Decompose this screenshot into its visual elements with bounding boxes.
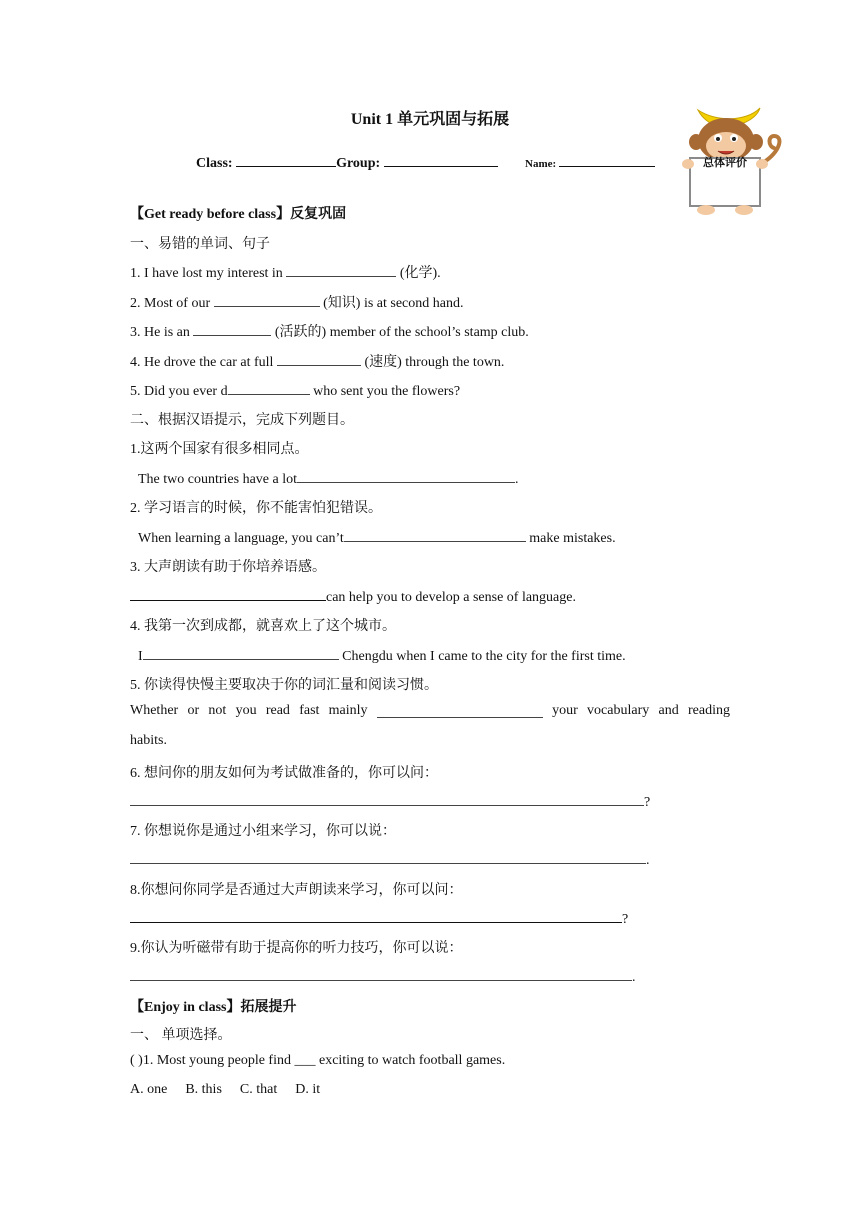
q5-english-line1: Whether or not you read fast mainly your vocabulary and reading	[130, 703, 730, 718]
badge-text: 总体评价	[703, 156, 747, 169]
part2-title: 二、根据汉语提示，完成下列题目。	[130, 413, 354, 428]
q6-blank[interactable]	[130, 791, 644, 806]
q5-english-line2: habits.	[130, 733, 167, 748]
group-blank[interactable]	[384, 152, 498, 167]
section-heading-get-ready: 【Get ready before class】反复巩固	[130, 207, 347, 222]
mc-question-1: ( )1. Most young people find ___ exciting to watch football games.	[130, 1053, 506, 1068]
q1-english: The two countries have a lot .	[138, 468, 519, 488]
item-2-blank[interactable]	[214, 292, 320, 307]
q6-answer: ?	[130, 791, 650, 811]
class-field	[196, 152, 498, 172]
part1-title: 一、易错的单词、句子	[130, 237, 270, 252]
q3-english: can help you to develop a sense of language.	[130, 586, 576, 606]
q7-chinese: 7. 你想说你是通过小组来学习，你可以说：	[130, 824, 396, 839]
q4-blank[interactable]	[143, 645, 339, 660]
section2-part1-title: 一、 单项选择。	[130, 1028, 232, 1043]
option-b[interactable]: B. this	[185, 1082, 222, 1097]
q9-answer: .	[130, 966, 636, 986]
class-blank[interactable]	[236, 152, 336, 167]
name-blank[interactable]	[559, 155, 655, 167]
q3-blank[interactable]	[130, 586, 326, 601]
name-label: Name:	[525, 158, 557, 170]
q7-answer: .	[130, 849, 650, 869]
option-c[interactable]: C. that	[239, 1082, 278, 1097]
q9-chinese: 9.你认为听磁带有助于提高你的听力技巧，你可以说：	[130, 941, 463, 956]
class-label: Class:	[196, 156, 233, 171]
q8-chinese: 8.你想问你同学是否通过大声朗读来学习，你可以问：	[130, 883, 463, 898]
item-1: 1. I have lost my interest in (化学).	[130, 262, 441, 282]
name-field	[525, 155, 655, 170]
q4-english: I Chengdu when I came to the city for the first time.	[138, 645, 626, 665]
group-label: Group:	[336, 156, 381, 171]
page-title: Unit 1 单元巩固与拓展	[350, 111, 510, 128]
q5-chinese: 5. 你读得快慢主要取决于你的词汇量和阅读习惯。	[130, 678, 438, 693]
q2-chinese: 2. 学习语言的时候，你不能害怕犯错误。	[130, 501, 382, 516]
q7-blank[interactable]	[130, 849, 646, 864]
q2-english: When learning a language, you can’t make mistakes.	[138, 527, 616, 547]
item-5-blank[interactable]	[228, 380, 310, 395]
q6-chinese: 6. 想问你的朋友如何为考试做准备的，你可以问：	[130, 766, 438, 781]
q4-chinese: 4. 我第一次到成都，就喜欢上了这个城市。	[130, 619, 396, 634]
q8-blank[interactable]	[130, 908, 622, 923]
q1-blank[interactable]	[297, 468, 515, 483]
section-heading-enjoy: 【Enjoy in class】拓展提升	[130, 1000, 297, 1015]
q3-chinese: 3. 大声朗读有助于你培养语感。	[130, 560, 326, 575]
item-4-blank[interactable]	[277, 351, 361, 366]
item-2: 2. Most of our (知识) is at second hand.	[130, 292, 463, 312]
q9-blank[interactable]	[130, 966, 632, 981]
item-1-blank[interactable]	[286, 262, 396, 277]
q8-answer: ?	[130, 908, 628, 928]
mc-options	[130, 1082, 320, 1098]
item-3-blank[interactable]	[193, 321, 271, 336]
item-4: 4. He drove the car at full (速度) through the town.	[130, 351, 504, 371]
item-5: 5. Did you ever d who sent you the flowers?	[130, 380, 460, 400]
item-3: 3. He is an (活跃的) member of the school’s stamp club.	[130, 321, 529, 341]
q5-blank[interactable]	[377, 703, 543, 718]
option-d[interactable]: D. it	[295, 1082, 321, 1097]
option-a[interactable]: A. one	[130, 1082, 168, 1097]
monkey-evaluation-icon	[676, 100, 786, 218]
q2-blank[interactable]	[344, 527, 526, 542]
q1-chinese: 1.这两个国家有很多相同点。	[130, 442, 309, 457]
